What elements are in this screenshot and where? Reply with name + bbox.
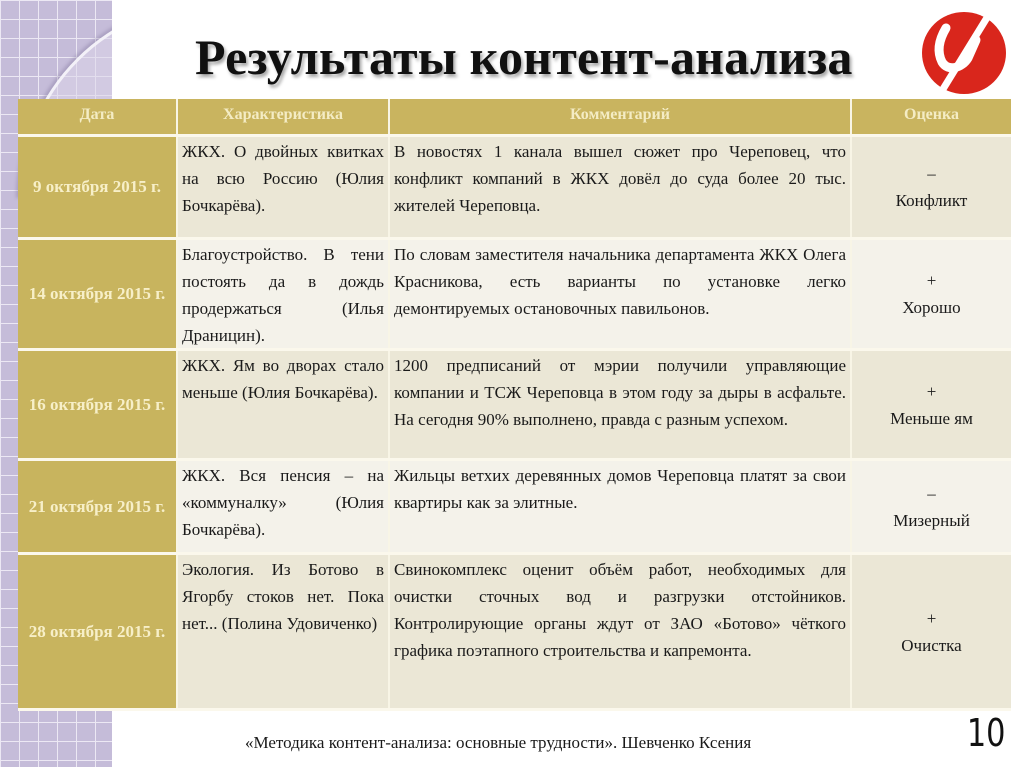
row-date: 14 октября 2015 г. [18,240,178,348]
rating-sign: – [927,483,936,503]
row-characteristic: Экология. Из Ботово в Ягорбу стоков нет. Пока нет... (Полина Удовиченко) [178,555,390,708]
row-rating [852,555,1011,708]
header-rating: Оценка [852,99,1011,134]
rating-sign: – [927,164,936,183]
table-row [18,555,1011,711]
row-date: 16 октября 2015 г. [18,351,178,458]
content-analysis-table [18,99,1011,711]
row-rating [852,461,1011,552]
row-comment: По словам заместителя начальника департамента ЖКХ Олега Красникова, есть варианты по установке легко демонтируемых остановочных павильонов. [390,240,852,348]
row-rating [852,240,1011,348]
row-characteristic: ЖКХ. О двойных квитках на всю Россию (Юлия Бочкарёва). [178,137,390,237]
row-comment: Свинокомплекс оценит объём работ, необходимых для очистки сточных вод и разгрузки отстойников. Контролирующие органы ждут от ЗАО «Ботово» чёткого графика поэтапного строительства и капремонта. [390,555,852,708]
row-date: 21 октября 2015 г. [18,461,178,552]
slide-title: Результаты контент-анализа [195,29,853,85]
row-date: 28 октября 2015 г. [18,555,178,708]
row-comment: В новостях 1 канала вышел сюжет про Череповец, что конфликт компаний в ЖКХ довёл до суда более 20 тыс. жителей Череповца. [390,137,852,237]
row-rating [852,351,1011,458]
table-row [18,461,1011,555]
header-date: Дата [18,99,178,134]
rating-label: Конфликт [895,191,968,210]
table-header-row [18,99,1011,137]
rating-label: Мизерный [893,510,970,530]
header-characteristic: Характеристика [178,99,390,134]
page-number: 10 [966,711,1006,755]
footer-citation: «Методика контент-анализа: основные трудности». Шевченко Ксения [245,733,752,752]
row-characteristic: Благоустройство. В тени постоять да в дождь продержаться (Илья Драницин). [178,240,390,348]
rating-sign: + [926,381,937,401]
rating-sign: + [926,271,937,290]
table-row [18,351,1011,461]
rating-label: Очистка [901,635,962,655]
row-comment: Жильцы ветхих деревянных домов Череповца платят за свои квартиры как за элитные. [390,461,852,552]
header-comment: Комментарий [390,99,852,134]
row-characteristic: ЖКХ. Вся пенсия – на «коммуналку» (Юлия Бочкарёва). [178,461,390,552]
row-date: 9 октября 2015 г. [18,137,178,237]
row-comment: 1200 предписаний от мэрии получили управляющие компании и ТСЖ Череповца в этом году за дыры в асфальте. На сегодня 90% выполнено, правда с разным успехом. [390,351,852,458]
rating-label: Меньше ям [890,408,973,428]
table-row [18,137,1011,240]
rating-sign: + [926,608,937,628]
red-circle-u-logo-icon [918,10,1010,96]
table-row [18,240,1011,351]
row-characteristic: ЖКХ. Ям во дворах стало меньше (Юлия Бочкарёва). [178,351,390,458]
rating-label: Хорошо [902,298,961,317]
row-rating [852,137,1011,237]
